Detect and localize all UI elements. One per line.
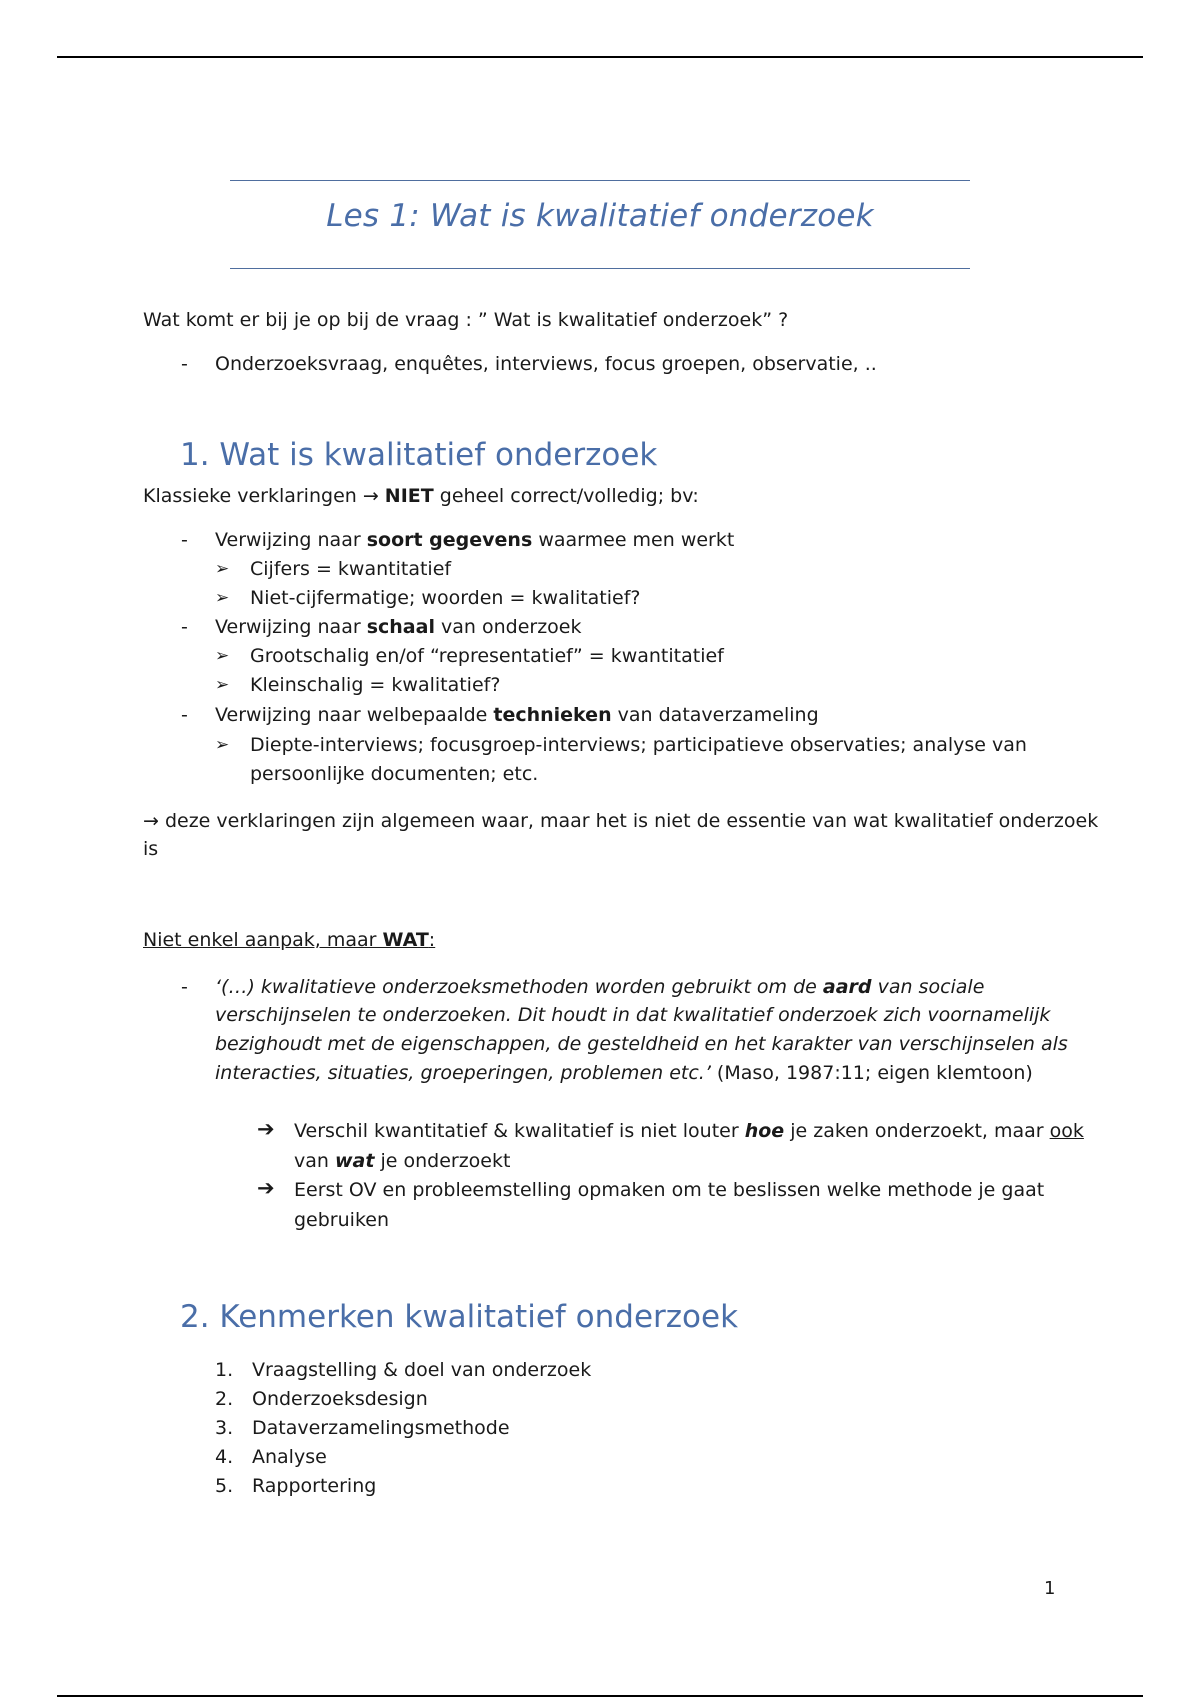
dash-marker: - [181, 976, 188, 998]
list-number: 1. [215, 1359, 234, 1381]
dash-marker: - [181, 704, 188, 726]
section-2-heading: 2. Kenmerken kwalitatief onderzoek [180, 1299, 739, 1335]
arrow-point-continued: gebruiken [294, 1209, 389, 1231]
list-item: Verwijzing naar soort gegevens waarmee men werkt [215, 529, 735, 551]
bullet-arrow-icon: ➢ [215, 588, 230, 608]
list-item: Rapportering [252, 1475, 377, 1497]
quote-line: verschijnselen te onderzoeken. Dit houdt in dat kwalitatief onderzoek zich voornamelijk [215, 1004, 1051, 1026]
bullet-arrow-icon: ➢ [215, 675, 230, 695]
list-item: Dataverzamelingsmethode [252, 1417, 510, 1439]
section-1-lead: Klassieke verklaringen → NIET geheel correct/volledig; bv: [143, 485, 699, 507]
list-subitem: Niet-cijfermatige; woorden = kwalitatief? [250, 587, 641, 609]
list-subitem: Diepte-interviews; focusgroep-interviews; participatieve observaties; analyse van [250, 734, 1027, 756]
bullet-arrow-icon: ➢ [215, 559, 230, 579]
list-item: Analyse [252, 1446, 327, 1468]
list-number: 4. [215, 1446, 234, 1468]
list-number: 5. [215, 1475, 234, 1497]
arrow-icon: ➔ [257, 1176, 275, 1200]
list-subitem: Cijfers = kwantitatief [250, 558, 452, 580]
list-item: Vraagstelling & doel van onderzoek [252, 1359, 592, 1381]
arrow-point: Verschil kwantitatief & kwalitatief is niet louter hoe je zaken onderzoekt, maar ook [294, 1120, 1084, 1142]
subheading: Niet enkel aanpak, maar WAT: [143, 929, 436, 951]
intro-question: Wat komt er bij je op bij de vraag : ” Wat is kwalitatief onderzoek” ? [143, 309, 789, 331]
title-rule-top [230, 180, 970, 181]
bullet-arrow-icon: ➢ [215, 646, 230, 666]
bullet-arrow-icon: ➢ [215, 735, 230, 755]
arrow-point: Eerst OV en probleemstelling opmaken om te beslissen welke methode je gaat [294, 1179, 1045, 1201]
arrow-point-continued: van wat je onderzoekt [294, 1150, 511, 1172]
arrow-icon: ➔ [257, 1117, 275, 1141]
intro-answer: Onderzoeksvraag, enquêtes, interviews, focus groepen, observatie, .. [215, 353, 877, 375]
list-item: Verwijzing naar welbepaalde technieken van dataverzameling [215, 704, 819, 726]
title-rule-bottom [230, 268, 970, 269]
quote-line: ‘(…) kwalitatieve onderzoeksmethoden worden gebruikt om de aard van sociale [215, 976, 985, 998]
section-1-heading: 1. Wat is kwalitatief onderzoek [180, 437, 658, 473]
list-item: Onderzoeksdesign [252, 1388, 428, 1410]
quote-line: interacties, situaties, groeperingen, problemen etc.’ (Maso, 1987:11; eigen klemtoon) [215, 1062, 1033, 1084]
list-subitem-continued: persoonlijke documenten; etc. [250, 763, 539, 785]
conclusion: → deze verklaringen zijn algemeen waar, maar het is niet de essentie van wat kwalitatief onderzoek [143, 810, 1099, 832]
quote-line: bezighoudt met de eigenschappen, de gesteldheid en het karakter van verschijnselen als [215, 1033, 1068, 1055]
conclusion-continued: is [143, 838, 159, 860]
dash-marker: - [181, 616, 188, 638]
list-number: 3. [215, 1417, 234, 1439]
header-rule [57, 56, 1143, 58]
page-title: Les 1: Wat is kwalitatief onderzoek [326, 198, 874, 234]
list-subitem: Grootschalig en/of “representatief” = kwantitatief [250, 645, 724, 667]
footer-rule [57, 1695, 1143, 1697]
list-subitem: Kleinschalig = kwalitatief? [250, 674, 501, 696]
dash-marker: - [181, 353, 188, 375]
page-number: 1 [1044, 1578, 1056, 1599]
dash-marker: - [181, 529, 188, 551]
list-number: 2. [215, 1388, 234, 1410]
list-item: Verwijzing naar schaal van onderzoek [215, 616, 582, 638]
